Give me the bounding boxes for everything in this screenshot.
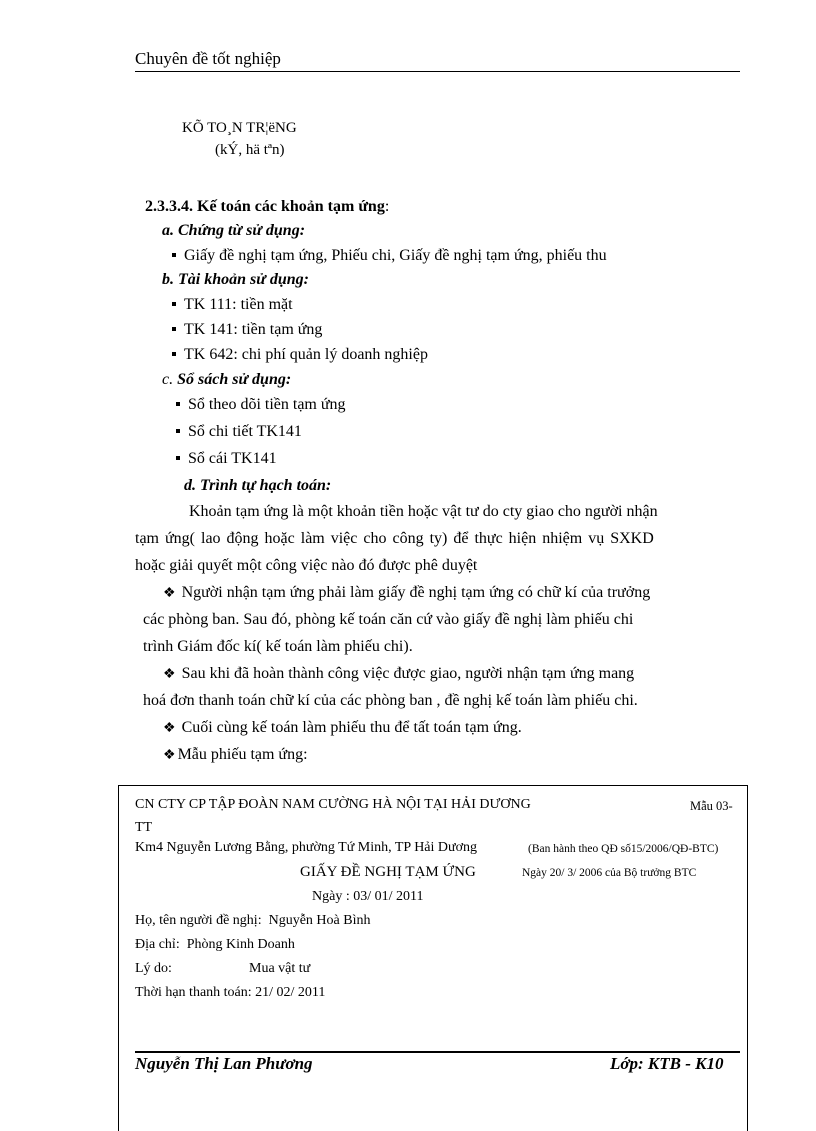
form-field-name: Họ, tên người đề nghị: Nguyễn Hoà Bình bbox=[135, 913, 371, 928]
diamond-bullet-icon: ❖ bbox=[163, 667, 176, 682]
paragraph-line: ❖ Cuối cùng kế toán làm phiếu thu để tất toán tạm ứng. bbox=[163, 719, 522, 736]
form-field-address: Địa chỉ: Phòng Kinh Doanh bbox=[135, 937, 295, 952]
paragraph-line: hoặc giải quyết một công việc nào đó được phê duyệt bbox=[135, 557, 478, 574]
paragraph-line: trình Giám đốc kí( kế toán làm phiếu chi). bbox=[143, 638, 413, 655]
page-header-title: Chuyên đề tốt nghiệp bbox=[135, 49, 281, 68]
paragraph-line: ❖ Sau khi đã hoàn thành công việc được giao, người nhận tạm ứng mang bbox=[163, 665, 635, 682]
subsection-b-label: b. Tài khoản sử dụng: bbox=[162, 271, 309, 288]
advance-request-form bbox=[118, 785, 748, 1131]
section-title: Kế toán các khoản tạm ứng bbox=[197, 198, 385, 215]
list-item: TK 141: tiền tạm ứng bbox=[172, 321, 322, 339]
form-template-code: Mẫu 03- bbox=[690, 799, 733, 813]
bullet-square-icon bbox=[176, 402, 180, 406]
diamond-bullet-icon: ❖ bbox=[163, 721, 176, 736]
list-item: TK 642: chi phí quản lý doanh nghiệp bbox=[172, 346, 428, 364]
diamond-bullet-icon: ❖ bbox=[163, 586, 176, 601]
signature-title: KÕ TO¸N TR¦ëNG bbox=[182, 120, 297, 136]
paragraph-line: ❖ Mẫu phiếu tạm ứng: bbox=[163, 746, 308, 763]
form-decision-date: Ngày 20/ 3/ 2006 của Bộ trưởng BTC bbox=[522, 867, 697, 879]
list-item: Sổ theo dõi tiền tạm ứng bbox=[176, 396, 346, 414]
footer-author: Nguyễn Thị Lan Phương bbox=[135, 1054, 313, 1073]
form-field-reason-label: Lý do: bbox=[135, 961, 172, 976]
paragraph-line: ❖ Người nhận tạm ứng phải làm giấy đề nghị tạm ứng có chữ kí của trưởng bbox=[163, 584, 651, 601]
paragraph-line: các phòng ban. Sau đó, phòng kế toán căn cứ vào giấy đề nghị làm phiếu chi bbox=[143, 611, 634, 628]
footer-divider bbox=[135, 1051, 740, 1053]
bullet-square-icon bbox=[176, 456, 180, 460]
subsection-a-label: a. Chứng từ sử dụng: bbox=[162, 222, 306, 239]
diamond-bullet-icon: ❖ bbox=[163, 748, 176, 763]
bullet-square-icon bbox=[172, 302, 176, 306]
form-address: Km4 Nguyễn Lương Bằng, phường Tứ Minh, TP Hải Dương bbox=[135, 840, 478, 855]
form-company: CN CTY CP TẬP ĐOÀN NAM CƯỜNG HÀ NỘI TẠI HẢI DƯƠNG bbox=[135, 797, 531, 812]
section-number: 2.3.3.4. bbox=[145, 198, 193, 215]
form-decision: (Ban hành theo QĐ số15/2006/QĐ-BTC) bbox=[528, 843, 719, 855]
form-field-reason-value: Mua vật tư bbox=[249, 961, 311, 976]
paragraph-line: tạm ứng( lao động hoặc làm việc cho công ty) để thực hiện nhiệm vụ SXKD bbox=[135, 530, 654, 547]
section-colon: : bbox=[384, 198, 390, 215]
bullet-square-icon bbox=[172, 352, 176, 356]
list-item: Giấy đề nghị tạm ứng, Phiếu chi, Giấy đề nghị tạm ứng, phiếu thu bbox=[172, 247, 607, 265]
paragraph-line: hoá đơn thanh toán chữ kí của các phòng ban , đề nghị kế toán làm phiếu chi. bbox=[143, 692, 638, 709]
list-item: Sổ cái TK141 bbox=[176, 450, 277, 468]
header-divider bbox=[135, 71, 740, 72]
form-date: Ngày : 03/ 01/ 2011 bbox=[312, 889, 424, 904]
signature-subtitle: (kÝ, hä tªn) bbox=[215, 142, 285, 158]
footer-class: Lớp: KTB - K10 bbox=[610, 1054, 724, 1073]
bullet-square-icon bbox=[172, 327, 176, 331]
bullet-square-icon bbox=[176, 429, 180, 433]
subsection-c-label: c. Sổ sách sử dụng: bbox=[162, 371, 292, 388]
subsection-d-label: d. Trình tự hạch toán: bbox=[184, 477, 332, 494]
form-title: GIẤY ĐỀ NGHỊ TẠM ỨNG bbox=[300, 864, 476, 880]
list-item: Sổ chi tiết TK141 bbox=[176, 423, 302, 441]
section-heading bbox=[145, 198, 389, 216]
paragraph-line: Khoản tạm ứng là một khoản tiền hoặc vật tư do cty giao cho người nhận bbox=[189, 503, 658, 520]
list-item: TK 111: tiền mặt bbox=[172, 296, 293, 314]
bullet-square-icon bbox=[172, 253, 176, 257]
form-field-deadline: Thời hạn thanh toán: 21/ 02/ 2011 bbox=[135, 985, 326, 1000]
form-template-code-suffix: TT bbox=[135, 820, 153, 835]
